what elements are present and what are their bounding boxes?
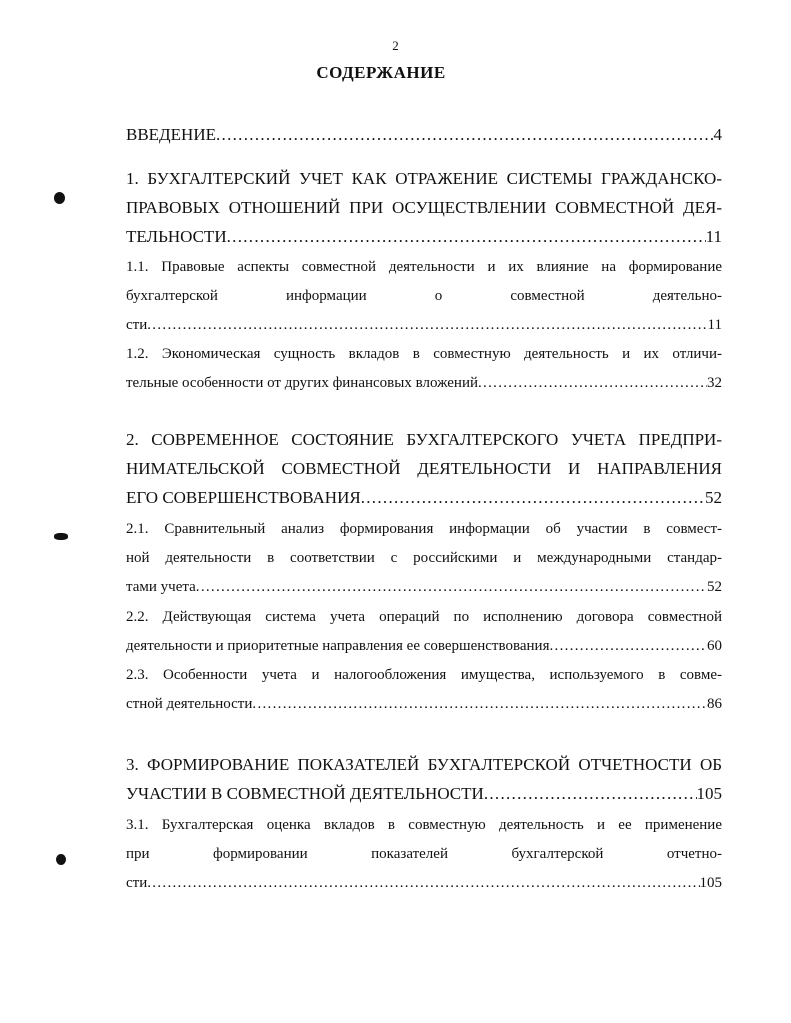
toc-section-2-1 <box>126 515 722 602</box>
toc-page-number: 105 <box>696 784 722 803</box>
toc-intro-label: ВВЕДЕНИЕ <box>126 125 216 144</box>
toc-page-number: 32 <box>707 375 722 391</box>
toc-line: 2.3. Особенности учета и налогообложения имущества, используемого в совме- <box>126 667 722 683</box>
toc-line: деятельности и приоритетные направления ее совершенствования ..... 60 <box>126 632 722 661</box>
page-number: 2 <box>392 38 399 53</box>
toc-line: НИМАТЕЛЬСКОЙ СОВМЕСТНОЙ ДЕЯТЕЛЬНОСТИ И НАПРАВЛЕНИЯ <box>126 459 722 478</box>
toc-line: 3. ФОРМИРОВАНИЕ ПОКАЗАТЕЛЕЙ БУХГАЛТЕРСКОЙ ОТЧЕТНОСТИ ОБ <box>126 755 722 774</box>
toc-line: ной деятельности в соответствии с российскими и международными стандар- <box>126 550 722 566</box>
toc-line: тельные особенности от других финансовых вложений ..... 32 <box>126 369 722 398</box>
toc-page-number: 86 <box>707 696 722 712</box>
toc-line: ПРАВОВЫХ ОТНОШЕНИЙ ПРИ ОСУЩЕСТВЛЕНИИ СОВМЕСТНОЙ ДЕЯ- <box>126 198 722 217</box>
toc-page-number: 11 <box>707 317 722 333</box>
toc-line: УЧАСТИИ В СОВМЕСТНОЙ ДЕЯТЕЛЬНОСТИ ..... 105 <box>126 779 722 808</box>
toc-page-number: 60 <box>707 638 722 654</box>
toc-line: тами учета ..... 52 <box>126 573 722 602</box>
toc-page-number: 105 <box>699 875 722 891</box>
toc-line: бухгалтерской информации о совместной деятельно- <box>126 288 722 304</box>
toc-page-number: 52 <box>707 579 722 595</box>
toc-section-1-1 <box>126 253 722 340</box>
scan-artifact-mark <box>54 192 65 204</box>
toc-page-number: 52 <box>705 488 722 507</box>
toc-line: 2.1. Сравнительный анализ формирования информации об участии в совмест- <box>126 521 722 537</box>
toc-page-number: 11 <box>705 227 722 246</box>
toc-line: сти ..... 105 <box>126 869 722 898</box>
toc-line: 2.2. Действующая система учета операций по исполнению договора совместной <box>126 609 722 625</box>
toc-section-1-2 <box>126 340 722 398</box>
toc-page-number: 4 <box>713 125 722 144</box>
toc-line: ЕГО СОВЕРШЕНСТВОВАНИЯ ..... 52 <box>126 483 722 512</box>
toc-chapter-3 <box>126 750 722 808</box>
page-title: СОДЕРЖАНИЕ <box>316 63 446 82</box>
toc-line: 1.2. Экономическая сущность вкладов в совместную деятельность и их отличи- <box>126 346 722 362</box>
scan-artifact-mark <box>56 854 66 865</box>
toc-chapter-2 <box>126 425 722 512</box>
toc-section-2-2 <box>126 603 722 661</box>
toc-intro <box>126 120 722 149</box>
toc-line: 2. СОВРЕМЕННОЕ СОСТОЯНИЕ БУХГАЛТЕРСКОГО УЧЕТА ПРЕДПРИ- <box>126 430 722 449</box>
scan-artifact-mark <box>54 533 68 540</box>
toc-line: 3.1. Бухгалтерская оценка вкладов в совместную деятельность и ее применение <box>126 817 722 833</box>
toc-line: ТЕЛЬНОСТИ ..... 11 <box>126 222 722 251</box>
toc-section-3-1 <box>126 811 722 898</box>
toc-chapter-1 <box>126 164 722 251</box>
toc-line <box>126 120 722 149</box>
toc-section-2-3 <box>126 661 722 719</box>
toc-line: стной деятельности ..... 86 <box>126 690 722 719</box>
toc-line: 1. БУХГАЛТЕРСКИЙ УЧЕТ КАК ОТРАЖЕНИЕ СИСТЕМЫ ГРАЖДАНСКО- <box>126 169 722 188</box>
toc-line: сти ..... 11 <box>126 311 722 340</box>
toc-line: при формировании показателей бухгалтерской отчетно- <box>126 846 722 862</box>
toc-line: 1.1. Правовые аспекты совместной деятельности и их влияние на формирование <box>126 259 722 275</box>
